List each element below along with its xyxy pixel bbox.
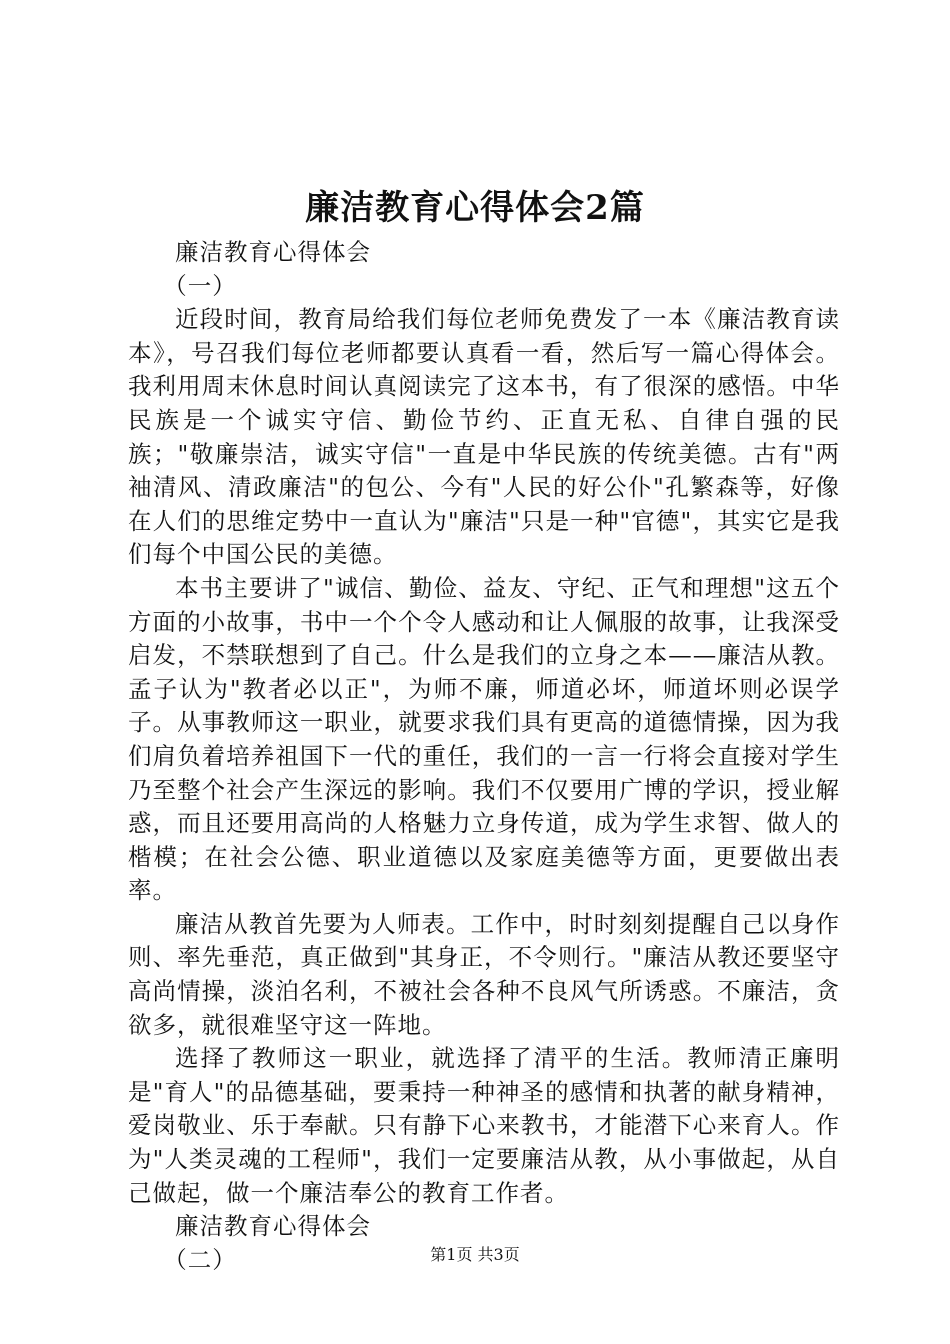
document-title: 廉洁教育心得体会2篇 [305,188,645,228]
page-footer: 第1页 共3页 [430,1245,520,1264]
paragraph: 选择了教师这一职业，就选择了清平的生活。教师清正廉明是"育人"的品德基础，要秉持一种神圣的感情和执著的献身精神，爱岗敬业、乐于奉献。只有静下心来教书，才能潜下心来育人。作为"人类灵魂的工程师"，我们一定要廉洁从教，从小事做起，从自己做起，做一个廉洁奉公的教育工作者。 [128,1044,840,1207]
paragraph: 近段时间，教育局给我们每位老师免费发了一本《廉洁教育读本》，号召我们每位老师都要认真看一看，然后写一篇心得体会。我利用周末休息时间认真阅读完了这本书，有了很深的感悟。中华民族是一个诚实守信、勤俭节约、正直无私、自律自强的民族；"敬廉崇洁，诚实守信"一直是中华民族的传统美德。古有"两袖清风、清政廉洁"的包公、今有"人民的好公仆"孔繁森等，好像在人们的思维定势中一直认为"廉洁"只是一种"官德"，其实它是我们每个中国公民的美德。 [128,305,840,569]
section-heading: 廉洁教育心得体会 [175,238,371,266]
section-number: （二） [163,1245,237,1274]
paragraph: 本书主要讲了"诚信、勤俭、益友、守纪、正气和理想"这五个方面的小故事，书中一个个令人感动和让人佩服的故事，让我深受启发，不禁联想到了自己。什么是我们的立身之本——廉洁从教。孟子认为"教者必以正"，为师不廉，师道必坏，师道坏则必误学子。从事教师这一职业，就要求我们具有更高的道德情操，因为我们肩负着培养祖国下一代的重任，我们的一言一行将会直接对学生乃至整个社会产生深远的影响。我们不仅要用广博的学识，授业解惑，而且还要用高尚的人格魅力立身传道，成为学生求智、做人的楷模；在社会公德、职业道德以及家庭美德等方面，更要做出表率。 [128,573,840,905]
section-number: （一） [163,271,237,300]
document-body [128,236,840,1277]
paragraph: 廉洁从教首先要为人师表。工作中，时时刻刻提醒自己以身作则、率先垂范，真正做到"其身正，不令则行。"廉洁从教还要坚守高尚情操，淡泊名利，不被社会各种不良风气所诱惑。不廉洁，贪欲多，就很难坚守这一阵地。 [128,909,840,1039]
section-heading: 廉洁教育心得体会 [175,1212,371,1241]
